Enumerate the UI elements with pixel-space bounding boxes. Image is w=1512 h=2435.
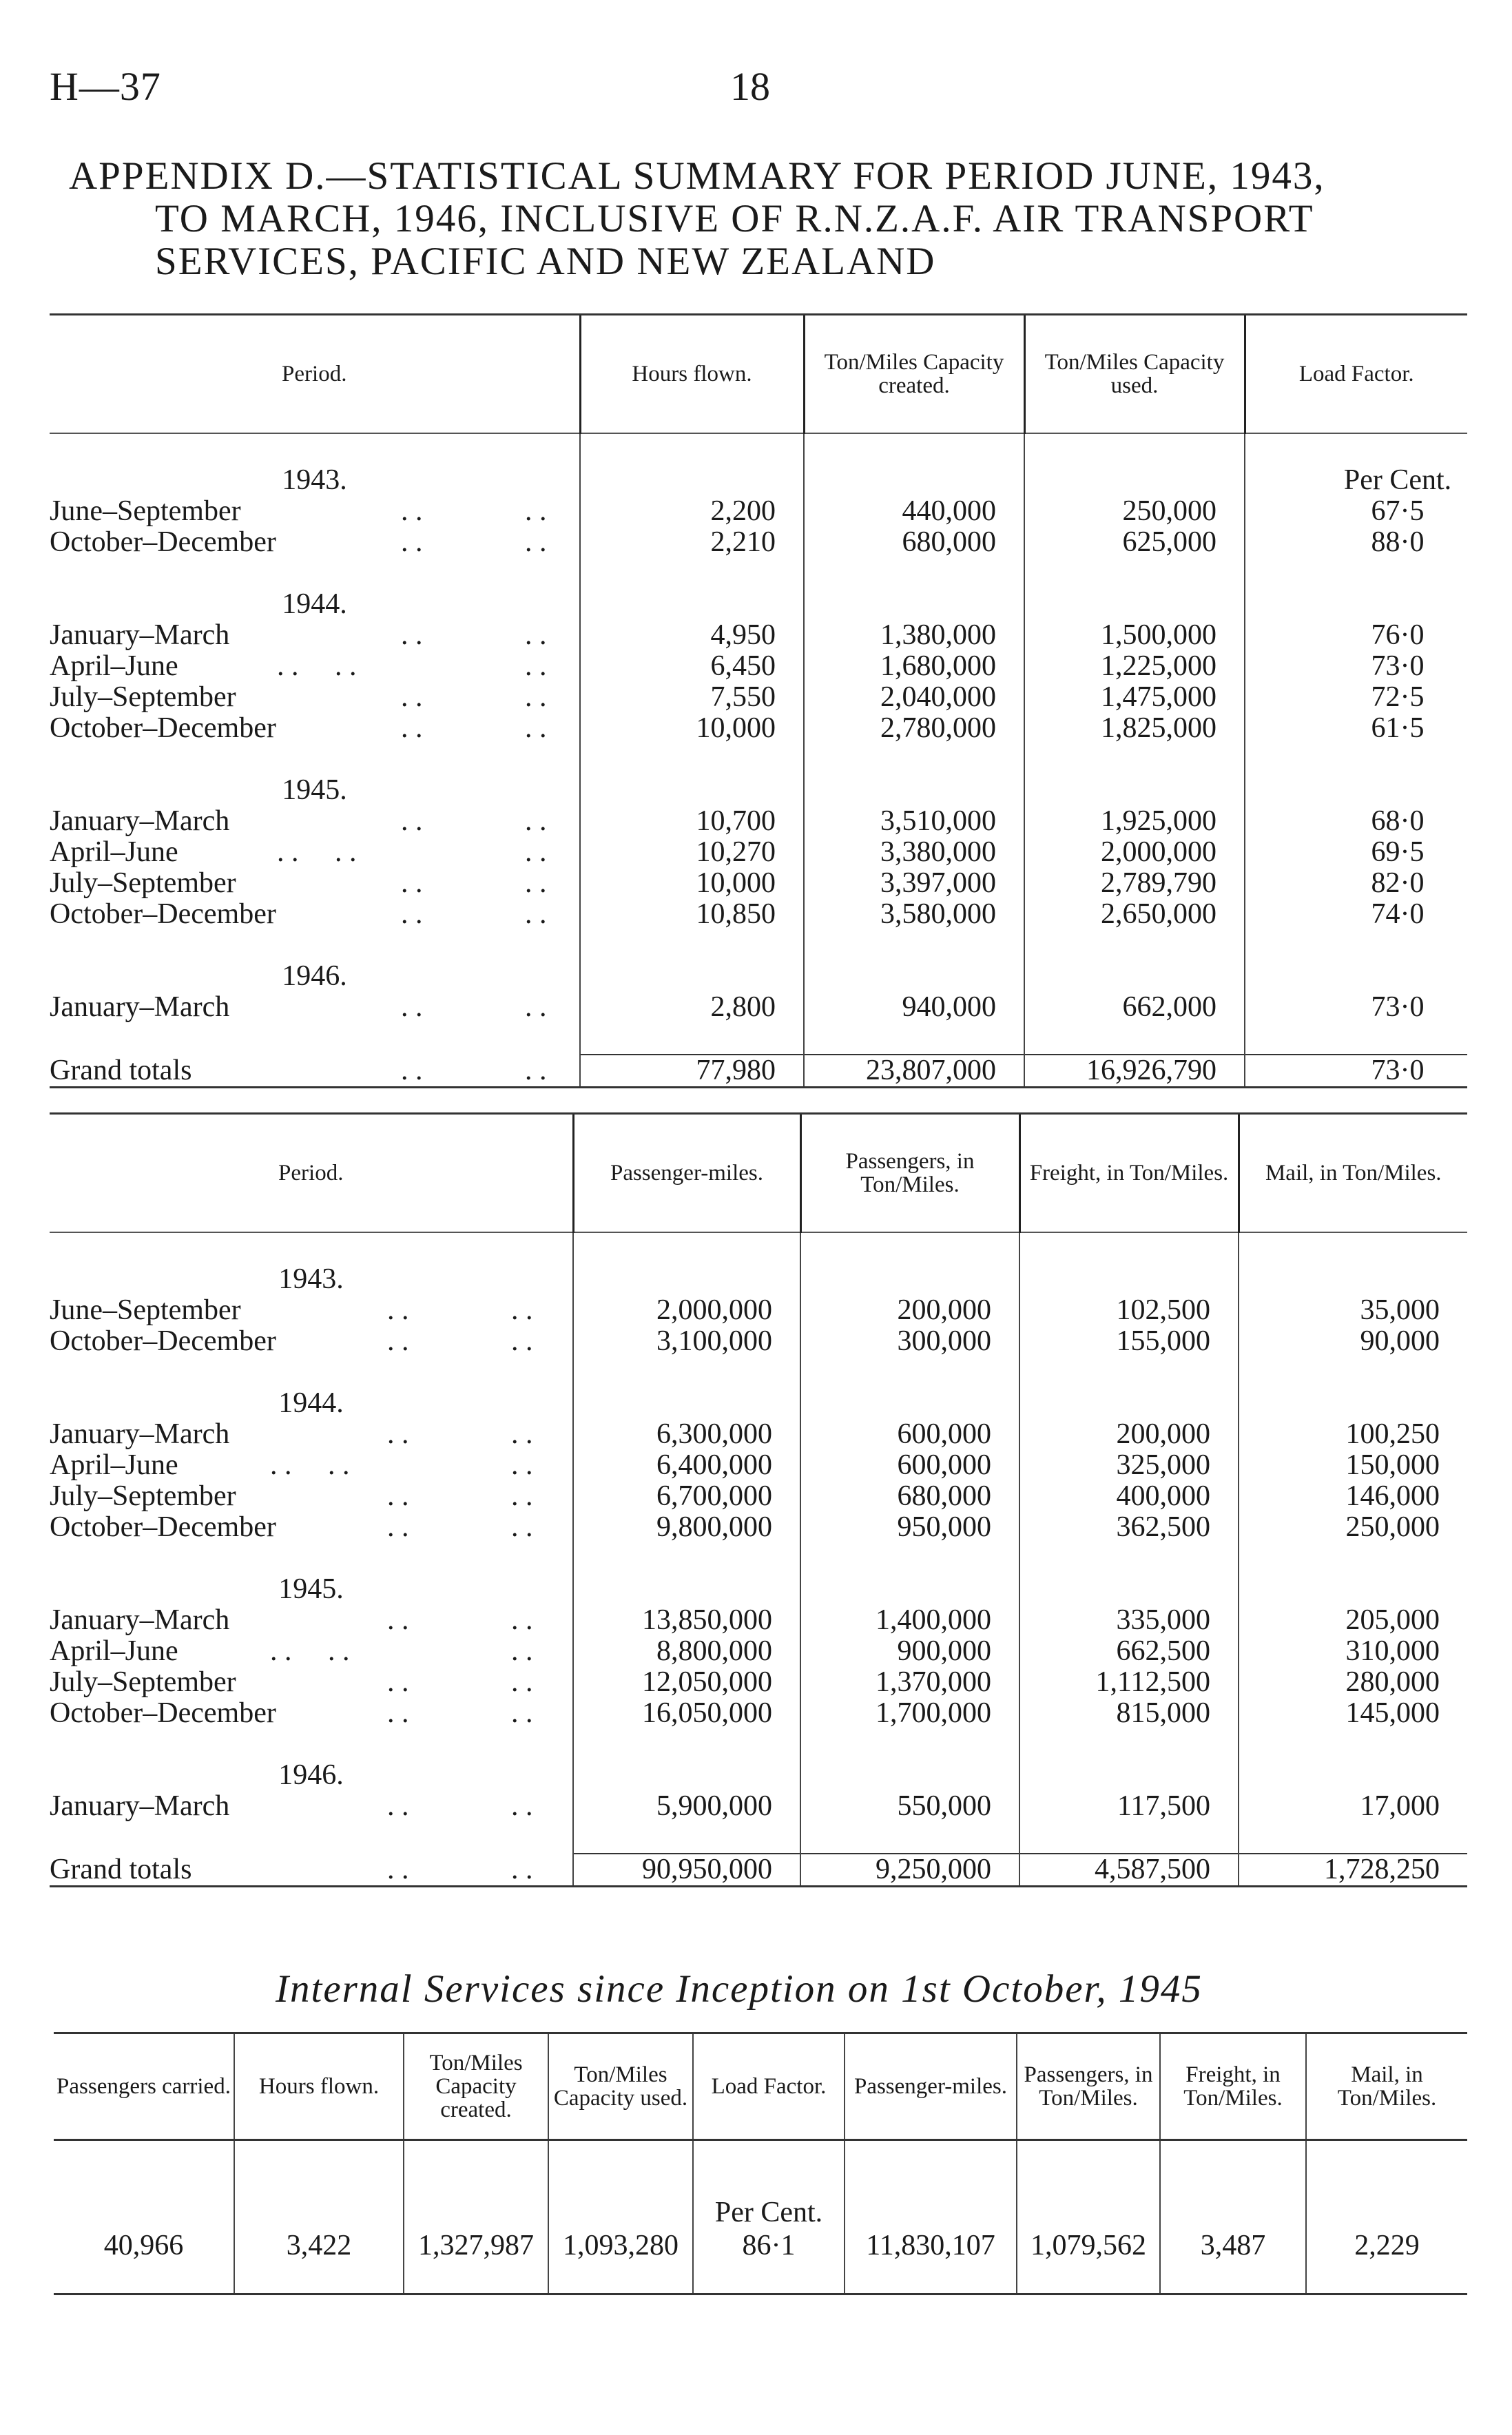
table-row: April–June . . . . . . 6,400,000 600,000 325,000 150,000 — [50, 1450, 1467, 1481]
col-passengers-carried: Passengers carried. — [54, 2033, 234, 2140]
table-row: January–March . . . . 4,950 1,380,000 1,500,000 76·0 — [50, 620, 1467, 651]
year-row — [50, 1388, 1467, 1419]
period-label: October–December . . . . — [50, 1325, 533, 1357]
table-row: October–December . . . . 3,100,000 300,000 155,000 90,000 — [50, 1326, 1467, 1357]
value-capacity-used: 1,093,280 — [548, 2140, 693, 2294]
value-passengers-carried: 40,966 — [54, 2140, 234, 2294]
unit-note: Per Cent. — [1245, 465, 1467, 496]
internal-services-title: Internal Services since Inception on 1st October, 1945 — [276, 1967, 1203, 2011]
value-load-factor: Per Cent. 86·1 — [693, 2140, 845, 2294]
table-row: October–December . . . . 16,050,000 1,700,000 815,000 145,000 — [50, 1698, 1467, 1729]
title-line-3: SERVICES, PACIFIC AND NEW ZEALAND — [155, 240, 936, 283]
col-passengers-ton-miles: Passengers, in Ton/Miles. — [800, 1114, 1019, 1233]
period-label: January–March . . . . — [50, 619, 547, 651]
value-mail-ton-miles: 2,229 — [1306, 2140, 1467, 2294]
period-label: October–December . . . . — [50, 712, 547, 744]
appendix-title — [69, 155, 1481, 283]
col-mail-ton-miles: Mail, in Ton/Miles. — [1239, 1114, 1467, 1233]
table-row: October–December . . . . 9,800,000 950,000 362,500 250,000 — [50, 1512, 1467, 1543]
col-capacity-used: Ton/Miles Capacity used. — [1024, 315, 1245, 434]
year-row — [50, 1264, 1467, 1295]
title-line-1: APPENDIX D.—STATISTICAL SUMMARY FOR PERIOD JUNE, 1943, — [69, 154, 1325, 198]
col-period: Period. — [50, 315, 580, 434]
year-label: 1946. — [278, 1759, 344, 1791]
year-label: 1945. — [282, 774, 347, 806]
col-period: Period. — [50, 1114, 573, 1233]
grand-totals-row: Grand totals . . . . 77,980 23,807,000 16,926,790 73·0 — [50, 1055, 1467, 1088]
table-row: April–June . . . . . . 6,450 1,680,000 1,225,000 73·0 — [50, 651, 1467, 682]
period-label: January–March . . . . — [50, 1418, 533, 1450]
year-row — [50, 1574, 1467, 1605]
value-hours-flown: 3,422 — [234, 2140, 404, 2294]
year-label: 1943. — [282, 464, 347, 496]
grand-totals-label: Grand totals . . . . — [50, 1055, 580, 1088]
period-label: January–March . . . . — [50, 991, 547, 1023]
year-label: 1944. — [282, 588, 347, 620]
col-hours-flown: Hours flown. — [234, 2033, 404, 2140]
title-line-2: TO MARCH, 1946, INCLUSIVE OF R.N.Z.A.F. AIR TRANSPORT — [155, 197, 1314, 240]
internal-header-row — [54, 2033, 1467, 2140]
period-label: October–December . . . . — [50, 526, 547, 558]
value-freight-ton-miles: 3,487 — [1160, 2140, 1306, 2294]
table-row: April–June . . . . . . 8,800,000 900,000 662,500 310,000 — [50, 1636, 1467, 1667]
period-label: January–March . . . . — [50, 1790, 533, 1822]
year-row — [50, 775, 1467, 806]
capacity-table — [50, 313, 1467, 1088]
page-number: 18 — [730, 64, 770, 109]
period-label: October–December . . . . — [50, 1511, 533, 1543]
table-row: January–March . . . . 2,800 940,000 662,000 73·0 — [50, 992, 1467, 1023]
table-row: April–June . . . . . . 10,270 3,380,000 2,000,000 69·5 — [50, 837, 1467, 868]
table-row: October–December . . . . 10,850 3,580,000 2,650,000 74·0 — [50, 899, 1467, 930]
year-row — [50, 961, 1467, 992]
year-label: 1944. — [278, 1387, 344, 1419]
table-row: January–March . . . . 6,300,000 600,000 200,000 100,250 — [50, 1419, 1467, 1450]
table-row: July–September . . . . 12,050,000 1,370,000 1,112,500 280,000 — [50, 1667, 1467, 1698]
year-label: 1945. — [278, 1573, 344, 1605]
grand-totals-label: Grand totals . . . . — [50, 1854, 573, 1887]
col-capacity-created: Ton/Miles Capacity created. — [804, 315, 1024, 434]
period-label: January–March . . . . — [50, 805, 547, 837]
col-capacity-created: Ton/Miles Capacity created. — [404, 2033, 548, 2140]
internal-values-row — [54, 2140, 1467, 2294]
capacity-table-header — [50, 315, 1467, 434]
unit-note: Per Cent. — [714, 2197, 823, 2228]
table-row: January–March . . . . 13,850,000 1,400,000 335,000 205,000 — [50, 1605, 1467, 1636]
col-load-factor: Load Factor. — [1245, 315, 1467, 434]
internal-services-table — [54, 2032, 1467, 2295]
grand-totals-row: Grand totals . . . . 90,950,000 9,250,000 4,587,500 1,728,250 — [50, 1854, 1467, 1887]
period-label: July–September . . . . — [50, 1666, 533, 1698]
period-label: April–June . . . . . . — [50, 836, 547, 868]
table-row: July–September . . . . 6,700,000 680,000 400,000 146,000 — [50, 1481, 1467, 1512]
col-passenger-miles: Passenger-miles. — [573, 1114, 800, 1233]
col-load-factor: Load Factor. — [693, 2033, 845, 2140]
period-label: July–September . . . . — [50, 681, 547, 713]
table-row: July–September . . . . 7,550 2,040,000 1,475,000 72·5 — [50, 682, 1467, 713]
traffic-table-header — [50, 1114, 1467, 1233]
period-label: June–September . . . . — [50, 1294, 533, 1326]
table-row: January–March . . . . 10,700 3,510,000 1,925,000 68·0 — [50, 806, 1467, 837]
period-label: July–September . . . . — [50, 1480, 533, 1512]
document-reference: H—37 — [50, 64, 161, 109]
period-label: June–September . . . . — [50, 495, 547, 527]
col-passengers-ton-miles: Passengers, in Ton/Miles. — [1017, 2033, 1160, 2140]
col-hours-flown: Hours flown. — [580, 315, 804, 434]
value-passenger-miles: 11,830,107 — [845, 2140, 1017, 2294]
period-label: October–December . . . . — [50, 1697, 533, 1729]
year-row — [50, 465, 1467, 496]
table-row: October–December . . . . 10,000 2,780,000 1,825,000 61·5 — [50, 713, 1467, 744]
period-label: July–September . . . . — [50, 867, 547, 899]
col-capacity-used: Ton/Miles Capacity used. — [548, 2033, 693, 2140]
value-capacity-created: 1,327,987 — [404, 2140, 548, 2294]
period-label: April–June . . . . . . — [50, 1449, 533, 1481]
year-label: 1943. — [278, 1263, 344, 1295]
period-label: April–June . . . . . . — [50, 1635, 533, 1667]
period-label: October–December . . . . — [50, 898, 547, 930]
table-row: July–September . . . . 10,000 3,397,000 2,789,790 82·0 — [50, 868, 1467, 899]
value-passengers-ton-miles: 1,079,562 — [1017, 2140, 1160, 2294]
table-row: January–March . . . . 5,900,000 550,000 117,500 17,000 — [50, 1791, 1467, 1822]
table-row: June–September . . . . 2,200 440,000 250,000 67·5 — [50, 496, 1467, 527]
year-row — [50, 1760, 1467, 1791]
period-label: January–March . . . . — [50, 1604, 533, 1636]
year-label: 1946. — [282, 960, 347, 992]
table-row: June–September . . . . 2,000,000 200,000 102,500 35,000 — [50, 1295, 1467, 1326]
col-passenger-miles: Passenger-miles. — [845, 2033, 1017, 2140]
table-row: October–December . . . . 2,210 680,000 625,000 88·0 — [50, 527, 1467, 558]
year-row — [50, 589, 1467, 620]
col-freight-ton-miles: Freight, in Ton/Miles. — [1160, 2033, 1306, 2140]
col-mail-ton-miles: Mail, in Ton/Miles. — [1306, 2033, 1467, 2140]
period-label: April–June . . . . . . — [50, 650, 547, 682]
traffic-table — [50, 1112, 1467, 1887]
col-freight-ton-miles: Freight, in Ton/Miles. — [1019, 1114, 1239, 1233]
